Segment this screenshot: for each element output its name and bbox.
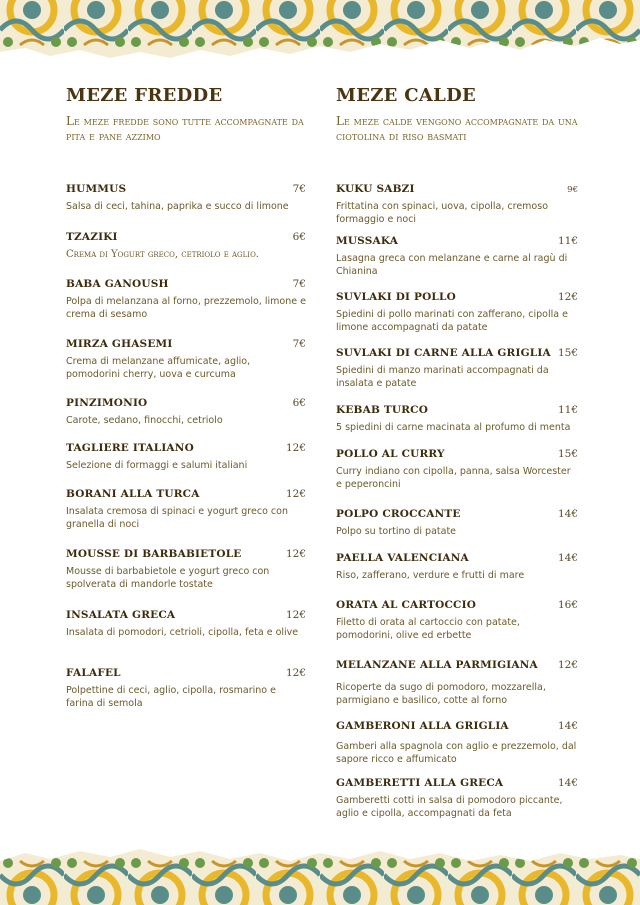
- item-price: 6€: [292, 397, 306, 409]
- menu-item: [336, 235, 578, 278]
- top-tile-border: [0, 0, 640, 60]
- item-name: TAGLIERE ITALIANO: [66, 442, 194, 454]
- cold-meze-title: MEZE FREDDE: [66, 85, 223, 106]
- item-price: 15€: [557, 448, 578, 460]
- item-price: 12€: [557, 659, 578, 671]
- item-description: Mousse di barbabietole e yogurt greco con spolverata di mandorle tostate: [66, 566, 270, 590]
- item-price: 12€: [557, 291, 578, 303]
- menu-item: [336, 720, 578, 766]
- menu-item: [66, 548, 306, 591]
- item-name: HUMMUS: [66, 183, 127, 195]
- menu-item: [66, 278, 306, 321]
- item-description: Insalata cremosa di spinaci e yogurt greco con granella di noci: [66, 506, 288, 530]
- menu-item: [66, 338, 306, 381]
- item-description: Salsa di ceci, tahina, paprika e succo di limone: [66, 201, 289, 212]
- menu-item: [66, 231, 306, 261]
- item-name: ORATA AL CARTOCCIO: [336, 599, 477, 611]
- menu-item: [336, 183, 578, 226]
- item-name: TZAZIKI: [66, 231, 118, 243]
- menu-item: [336, 291, 578, 334]
- item-description: Spiedini di manzo marinati accompagnati da insalata e patate: [336, 365, 549, 389]
- item-name: SUVLAKI DI CARNE ALLA GRIGLIA: [336, 347, 551, 359]
- menu-item: [66, 442, 306, 472]
- item-price: 11€: [557, 235, 578, 247]
- menu-item: [336, 448, 578, 491]
- item-price: 15€: [557, 347, 578, 359]
- item-description: Riso, zafferano, verdure e frutti di mare: [336, 570, 525, 581]
- item-price: 7€: [292, 278, 306, 290]
- menu-item: [66, 609, 306, 639]
- item-name: SUVLAKI DI POLLO: [336, 291, 456, 303]
- item-price: 14€: [557, 552, 578, 564]
- item-name: POLLO AL CURRY: [336, 448, 445, 460]
- item-price: 12€: [285, 488, 306, 500]
- hot-meze-title: MEZE CALDE: [336, 85, 477, 106]
- tile-pattern-icon: [0, 0, 640, 60]
- item-description: Carote, sedano, finocchi, cetriolo: [66, 415, 223, 426]
- item-name: PINZIMONIO: [66, 397, 148, 409]
- menu-item: [336, 347, 578, 390]
- menu-item: [336, 508, 578, 538]
- item-name: POLPO CROCCANTE: [336, 508, 461, 520]
- item-description: Lasagna greca con melanzane e carne al ragù di Chianina: [336, 253, 568, 277]
- item-name: GAMBERETTI ALLA GRECA: [336, 777, 504, 789]
- item-description: Curry indiano con cipolla, panna, salsa Worcester e peperoncini: [336, 466, 571, 490]
- menu-item: [336, 552, 578, 582]
- menu-item: [66, 488, 306, 531]
- item-description: Insalata di pomodori, cetrioli, cipolla, feta e olive: [66, 627, 299, 638]
- menu-item: [66, 183, 306, 213]
- item-price: 16€: [557, 599, 578, 611]
- hot-meze-section: [336, 84, 578, 144]
- item-price: 12€: [285, 442, 306, 454]
- menu-item: [336, 404, 578, 434]
- item-name: MIRZA GHASEMI: [66, 338, 173, 350]
- item-price: 7€: [292, 338, 306, 350]
- item-description: Frittatina con spinaci, uova, cipolla, cremoso formaggio e noci: [336, 201, 549, 225]
- item-name: FALAFEL: [66, 667, 121, 679]
- item-price: 7€: [292, 183, 306, 195]
- item-description: Polpo su tortino di patate: [336, 526, 457, 537]
- menu-item: [336, 777, 578, 820]
- item-price: 6€: [292, 231, 306, 243]
- item-name: MELANZANE ALLA PARMIGIANA: [336, 659, 538, 671]
- cold-meze-subtitle: Le meze fredde sono tutte accompagnate da pita e pane azzimo: [66, 114, 304, 143]
- item-description: Spiedini di pollo marinati con zafferano, cipolla e limone accompagnati da patate: [336, 309, 568, 333]
- hot-meze-subtitle: Le meze calde vengono accompagnate da una ciotolina di riso basmati: [336, 114, 578, 143]
- item-description: Ricoperte da sugo di pomodoro, mozzarella, parmigiano e basilico, cotte al forno: [336, 682, 546, 706]
- menu-item: [336, 659, 578, 707]
- bottom-tile-border: [0, 847, 640, 905]
- menu-item: [66, 397, 306, 427]
- item-price: 14€: [557, 720, 578, 732]
- item-name: MOUSSE DI BARBABIETOLE: [66, 548, 242, 560]
- item-name: MUSSAKA: [336, 235, 399, 247]
- item-price: 12€: [285, 667, 306, 679]
- item-description: Polpettine di ceci, aglio, cipolla, rosmarino e farina di semola: [66, 685, 276, 709]
- item-name: GAMBERONI ALLA GRIGLIA: [336, 720, 509, 732]
- item-description: Crema di melanzane affumicate, aglio, pomodorini cherry, uova e curcuma: [66, 356, 251, 380]
- item-description: Gamberi alla spagnola con aglio e prezzemolo, dal sapore ricco e affumicato: [336, 741, 577, 765]
- item-description: 5 spiedini di carne macinata al profumo di menta: [336, 422, 571, 433]
- item-name: KUKU SABZI: [336, 183, 415, 195]
- item-name: BABA GANOUSH: [66, 278, 169, 290]
- item-name: KEBAB TURCO: [336, 404, 429, 416]
- item-description: Crema di Yogurt greco, cetriolo e aglio.: [66, 249, 259, 260]
- item-description: Selezione di formaggi e salumi italiani: [66, 460, 248, 471]
- item-description: Polpa di melanzana al forno, prezzemolo, limone e crema di sesamo: [66, 296, 306, 320]
- item-price: 11€: [557, 404, 578, 416]
- item-price: 14€: [557, 777, 578, 789]
- item-description: Filetto di orata al cartoccio con patate, pomodorini, olive ed erbette: [336, 617, 520, 641]
- cold-meze-section: [66, 84, 306, 144]
- item-price: 9€: [567, 185, 578, 195]
- menu-item: [336, 599, 578, 642]
- item-price: 14€: [557, 508, 578, 520]
- item-price: 12€: [285, 548, 306, 560]
- tile-pattern-icon: [0, 847, 640, 905]
- item-name: BORANI ALLA TURCA: [66, 488, 200, 500]
- item-price: 12€: [285, 609, 306, 621]
- item-description: Gamberetti cotti in salsa di pomodoro piccante, aglio e cipolla, accompagnati da feta: [336, 795, 563, 819]
- menu-item: [66, 667, 306, 710]
- item-name: INSALATA GRECA: [66, 609, 176, 621]
- item-name: PAELLA VALENCIANA: [336, 552, 469, 564]
